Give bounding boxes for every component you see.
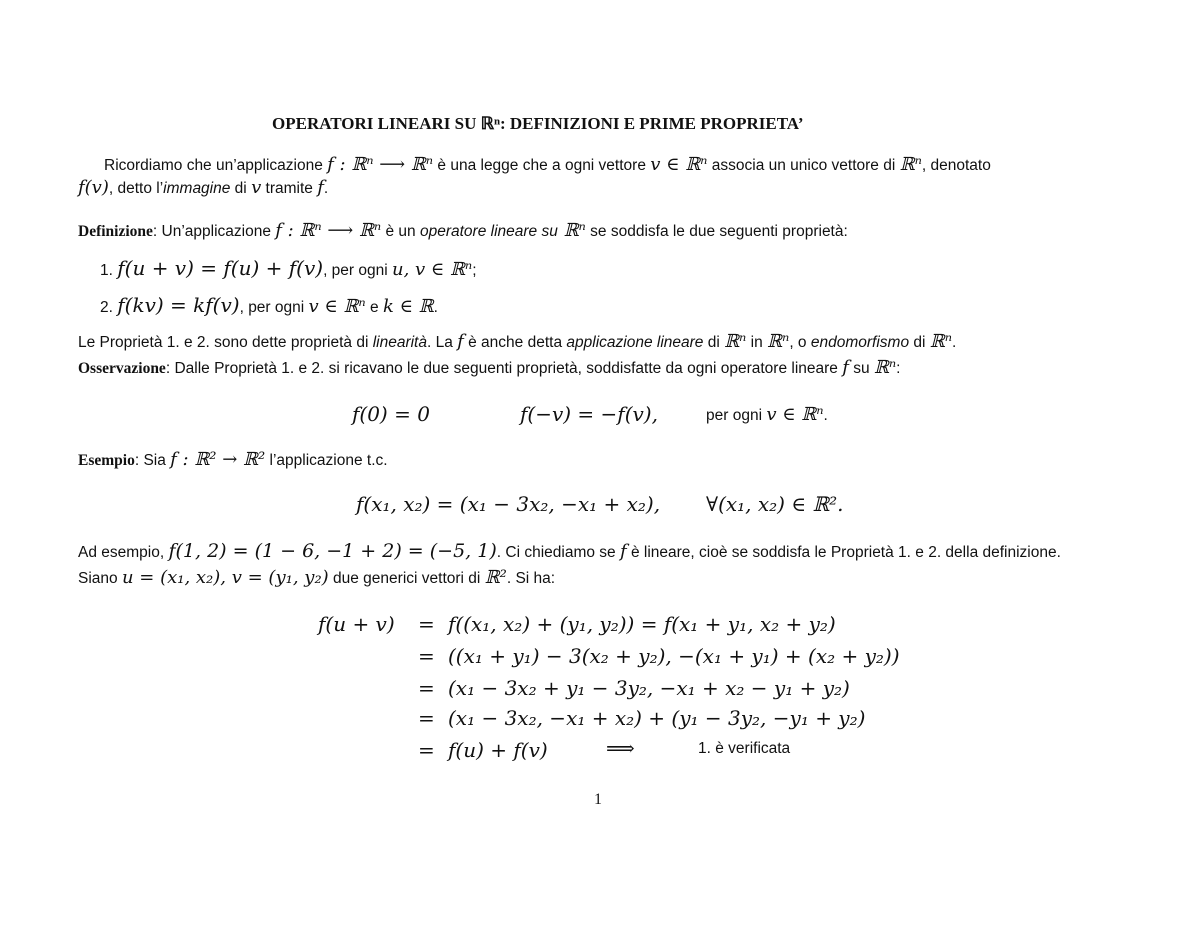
math-inline: f(u + v) = f(u) + f(v) [117,256,324,280]
intro-text: , detto l’ [108,180,164,197]
derivation-row: (x₁ − 3x₂, −x₁ + x₂) + (y₁ − 3y₂, −y₁ + y₂) [448,706,866,730]
condition-text: . [823,407,828,424]
linearity-text: è anche detta [463,334,567,351]
derivation-equals: = [418,706,435,730]
intro-text: . [323,180,329,197]
math-inline: f [842,357,849,378]
linearity-text: . [952,334,957,351]
linearity-text: Le Proprietà 1. e 2. sono dette proprietà di [78,334,373,351]
definition-text: se soddisfa le due seguenti proprietà: [585,223,848,240]
derivation-equals: = [418,676,435,700]
item-text: , per ogni [239,299,309,316]
derivation-conclusion: 1. è verificata [698,740,791,757]
math-inline: k ∈ ℝ [382,296,434,317]
item-text: , per ogni [323,262,392,279]
linearity-text: . La [426,334,458,351]
example-function-definition: f(x₁, x₂) = (x₁ − 3x₂, −x₁ + x₂), [356,492,661,516]
example-line [78,449,388,470]
item-text: ; [472,262,477,279]
derivation-row: f(u) + f(v) [448,738,548,762]
item-text: e [365,299,383,316]
intro-line-1 [104,154,991,175]
math-inline: ℝⁿ [899,154,922,175]
math-inline: v ∈ ℝⁿ [308,296,366,317]
linearity-emphasis: endomorfismo [810,334,910,351]
linearity-text: di [909,334,930,351]
linearity-text: , o [789,334,811,351]
observation-text: su [848,360,874,377]
derivation-row: (x₁ − 3x₂ + y₁ − 3y₂, −x₁ + x₂ − y₁ + y₂) [448,676,850,700]
linearity-emphasis: linearità [372,334,427,351]
definition-text: : Un’applicazione [152,223,276,240]
definition-text: è un [381,223,420,240]
property-item-2 [100,293,438,317]
example-computation-line [78,540,1061,562]
implies-arrow: ⟹ [606,736,635,760]
equation-f-zero: f(0) = 0 [352,402,430,426]
definition-label: Definizione [78,223,153,240]
math-inline: ℝ² [484,567,507,588]
observation-line [78,357,900,378]
page-number: 1 [594,791,602,808]
example-text: . Si ha: [506,570,556,587]
math-inline: f(kv) = kf(v) [117,293,240,317]
linearity-line [78,331,956,352]
example-text: : Sia [134,452,171,469]
math-inline: u = (x₁, x₂), v = (y₁, y₂) [121,567,329,588]
intro-line-2 [78,177,328,198]
math-inline: ℝⁿ [929,331,953,352]
item-text: . [433,299,438,316]
linearity-text: in [746,334,768,351]
condition-text: per ogni [706,407,767,424]
equation-condition [706,404,828,425]
observation-text: : Dalle Proprietà 1. e 2. si ricavano le due seguenti proprietà, soddisfatte da ogni operatore lineare [165,360,843,377]
item-number: 2. [100,299,113,316]
math-inline: v ∈ ℝⁿ [650,154,708,175]
derivation-row: ((x₁ + y₁) − 3(x₂ + y₂), −(x₁ + y₁) + (x₂ + y₂)) [448,644,900,668]
derivation-row: f((x₁, x₂) + (y₁, y₂)) = f(x₁ + y₁, x₂ + y₂) [448,612,836,636]
example-vectors-line [78,567,555,588]
intro-text: è una legge che a ogni vettore [433,157,651,174]
math-inline: f [619,541,627,562]
math-inline: v ∈ ℝⁿ [766,404,824,425]
math-inline: f : ℝⁿ ⟶ ℝⁿ [327,154,434,175]
example-text: l’applicazione t.c. [265,452,388,469]
example-text: due generici vettori di [328,570,485,587]
linearity-emphasis: applicazione lineare [566,334,704,351]
observation-text: : [896,360,901,377]
math-inline: f [317,177,324,198]
math-inline: ℝⁿ [724,331,747,352]
math-inline: f(v) [78,177,109,198]
derivation-lhs: f(u + v) [318,612,395,636]
math-inline: f : ℝ² → ℝ² [170,449,266,470]
math-inline: ℝⁿ [873,357,897,378]
equation-f-minus-v: f(−v) = −f(v), [520,402,658,426]
math-inline: ℝⁿ [767,331,790,352]
math-inline: ℝⁿ [557,220,586,241]
linearity-text: di [703,334,725,351]
property-item-1 [100,256,477,280]
derivation-equals: = [418,644,435,668]
observation-label: Osservazione [78,360,166,377]
example-forall: ∀(x₁, x₂) ∈ ℝ². [706,492,844,516]
intro-text: tramite [261,180,318,197]
example-label: Esempio [78,452,135,469]
item-number: 1. [100,262,113,279]
example-text: Siano [78,570,122,587]
math-inline: f [457,331,464,352]
math-inline: f : ℝⁿ ⟶ ℝⁿ [275,220,382,241]
example-text: Ad esempio, [78,544,169,561]
page-title: OPERATORI LINEARI SU ℝⁿ: DEFINIZIONI E PRIME PROPRIETA’ [272,114,804,133]
intro-text: associa un unico vettore di [707,157,900,174]
definition-line [78,220,848,241]
example-text: è lineare, cioè se soddisfa le Proprietà 1. e 2. della definizione. [626,544,1061,561]
definition-emphasis: operatore lineare su [419,223,558,240]
intro-text: di [230,180,252,197]
example-text: . Ci chiediamo se [496,544,620,561]
math-inline: v [251,177,262,198]
math-inline: f(1, 2) = (1 − 6, −1 + 2) = (−5, 1) [168,540,497,562]
intro-text: Ricordiamo che un’applicazione [104,157,328,174]
derivation-equals: = [418,612,435,636]
math-inline: u, v ∈ ℝⁿ [392,259,473,280]
derivation-equals: = [418,738,435,762]
intro-text: , denotato [921,157,991,174]
intro-emphasis: immagine [163,180,231,197]
